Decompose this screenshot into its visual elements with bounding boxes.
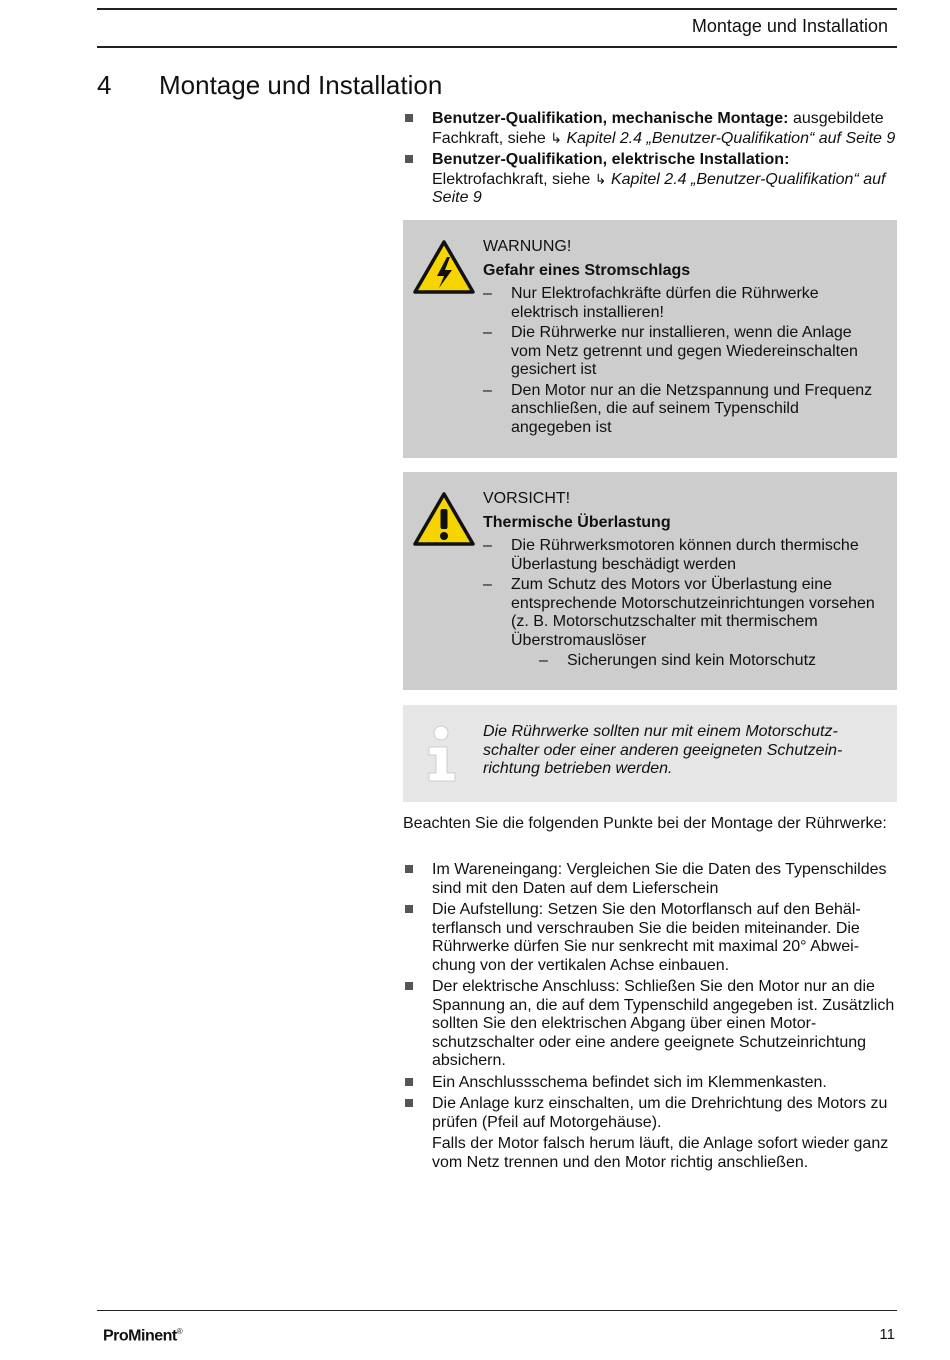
intro-paragraph: Beachten Sie die folgenden Punkte bei der Montage der Rührwerke: xyxy=(403,815,887,832)
reference-arrow-icon: ↳ xyxy=(594,170,607,187)
info-box xyxy=(403,705,897,802)
caution-sublist xyxy=(539,652,877,671)
warning-box xyxy=(403,220,897,458)
list-item: – Die Rührwerksmotoren können durch thermische Überlastung beschädigt werden xyxy=(483,537,877,574)
list-item: – Zum Schutz des Motors vor Überlastung eine entsprechende Motorschutzeinrichtungen vorsehen (z. B. Motorschutzschalter mit thermischem Überstromauslöser – Sicherungen sind kein Motorschutz xyxy=(483,576,877,671)
warning-list xyxy=(483,285,877,437)
installation-steps-list xyxy=(403,861,897,1132)
exclamation-warning-icon xyxy=(413,492,475,547)
caution-list xyxy=(483,537,877,671)
list-item: Benutzer-Qualifikation, elektrische Installation: Elektrofachkraft, siehe ↳ Kapitel 2.4 „Benutzer-Qualifikation“ auf Seite 9 xyxy=(403,151,897,208)
qualification-label: Benutzer-Qualifikation, elektrische Installation: xyxy=(432,151,790,168)
hazard-title: Gefahr eines Stromschlags xyxy=(483,261,691,279)
info-text: Die Rührwerke sollten nur mit einem Motorschutzschalter oder einer anderen geeigneten Schutzeinrichtung betrieben werden. xyxy=(483,723,843,777)
steps-section xyxy=(403,861,897,1172)
running-header: Montage und Installation xyxy=(691,16,888,36)
info-icon xyxy=(423,725,459,783)
chapter-heading xyxy=(97,70,442,101)
list-item: – Sicherungen sind kein Motorschutz xyxy=(539,652,877,671)
list-item: Benutzer-Qualifikation, mechanische Montage: ausgebildete Fachkraft, siehe ↳ Kapitel 2.4 „Benutzer-Qualifikation“ auf Seite 9 xyxy=(403,110,897,148)
header-rule-top xyxy=(97,8,897,10)
list-item: Der elektrische Anschluss: Schließen Sie den Motor nur an die Spannung an, die auf dem Typenschild angegeben ist. Zusätzlich sollten Sie den elektrischen Abgang über einen Motorschutzschalter oder eine andere geeignete Schutzeinrichtung absichern. xyxy=(403,978,897,1071)
list-item: – Nur Elektrofachkräfte dürfen die Rührwerke elektrisch installieren! xyxy=(483,285,877,322)
cross-reference-link[interactable]: ↳ Kapitel 2.4 „Benutzer-Qualifikation“ auf Seite 9 xyxy=(550,129,896,147)
qualification-label: Benutzer-Qualifikation, mechanische Montage: xyxy=(432,110,789,127)
reference-arrow-icon: ↳ xyxy=(550,129,563,146)
page-number: 11 xyxy=(879,1326,895,1343)
cross-reference-link[interactable]: ↳ Kapitel 2.4 „Benutzer-Qualifikation“ auf Seite 9 xyxy=(432,170,886,206)
list-item: – Die Rührwerke nur installieren, wenn die Anlage vom Netz getrennt und gegen Wiedereinschalten gesichert ist xyxy=(483,324,877,380)
hazard-title: Thermische Überlastung xyxy=(483,513,671,531)
list-item: – Den Motor nur an die Netzspannung und Frequenz anschließen, die auf seinem Typenschild angegeben ist xyxy=(483,382,877,438)
signal-word: VORSICHT! xyxy=(483,490,571,507)
list-item: Die Anlage kurz einschalten, um die Drehrichtung des Motors zu prüfen (Pfeil auf Motorgehäuse). xyxy=(403,1095,897,1132)
caution-box xyxy=(403,472,897,690)
list-item: Ein Anschlussschema befindet sich im Klemmenkasten. xyxy=(403,1074,897,1093)
list-item: Im Wareneingang: Vergleichen Sie die Daten des Typenschildes sind mit den Daten auf dem Lieferschein xyxy=(403,861,897,898)
footer-rule xyxy=(97,1310,897,1311)
final-note: Falls der Motor falsch herum läuft, die Anlage sofort wieder ganz vom Netz trennen und den Motor richtig anschließen. xyxy=(432,1135,889,1171)
electric-hazard-icon xyxy=(413,240,475,295)
list-item: Die Aufstellung: Setzen Sie den Motorflansch auf den Behälterflansch und verschrauben Sie die beiden miteinander. Die Rührwerke dürfen Sie nur senkrecht mit maximal 20° Abweichung von der vertikalen Achse einbauen. xyxy=(403,901,897,975)
chapter-title: Montage und Installation xyxy=(159,70,443,100)
brand-logo: ProMinent® xyxy=(103,1327,183,1345)
signal-word: WARNUNG! xyxy=(483,238,572,255)
header-rule-bottom xyxy=(97,46,897,48)
chapter-number: 4 xyxy=(97,70,112,100)
qualification-list xyxy=(403,110,897,211)
